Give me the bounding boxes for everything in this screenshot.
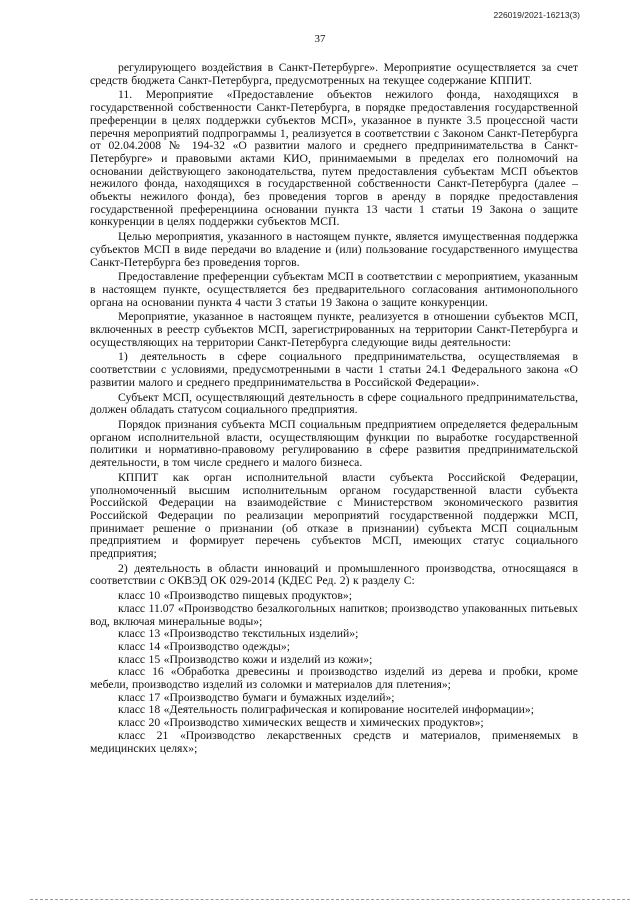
paragraph: Субъект МСП, осуществляющий деятельность в сфере социального предпринимательства, должен обладать статусом социального предприятия. [90, 390, 578, 417]
registration-stamp: 226019/2021-16213(3) [493, 10, 580, 20]
paragraph: Предоставление преференции субъектам МСП в соответствии с мероприятием, указанным в настоящем пункте, осуществляется без предварительного согласования антимонопольного органа на основании пункта 4 части 3 статьи 19 Закона о защите конкуренции. [90, 270, 578, 309]
paragraph: Порядок признания субъекта МСП социальным предприятием определяется федеральным органом исполнительной власти, осуществляющим функции по выработке государственной политики и нормативно-правовому регулированию в сфере развития предпринимательской деятельности, в том числе среднего и малого бизнеса. [90, 417, 578, 470]
scan-edge-divider [30, 899, 630, 900]
class-list-item: класс 11.07 «Производство безалкогольных напитков; производство упакованных питьевых вод, включая минеральные воды»; [90, 601, 578, 628]
paragraph: Целью мероприятия, указанного в настоящем пункте, является имущественная поддержка субъектов МСП в виде передачи во владение и (или) пользование государственного имущества Санкт-Петербурга без проведения торгов. [90, 230, 578, 269]
class-list-item: класс 21 «Производство лекарственных средств и материалов, применяемых в медицинских целях»; [90, 728, 578, 755]
class-list-item: класс 17 «Производство бумаги и бумажных изделий»; [118, 690, 395, 704]
class-list-item: класс 20 «Производство химических веществ и химических продуктов»; [118, 716, 484, 730]
paragraph: 2) деятельность в области инноваций и промышленного производства, относящаяся в соответствии с ОКВЭД ОК 029-2014 (КДЕС Ред. 2) к разделу С: [90, 561, 578, 588]
paragraph: КППИТ как орган исполнительной власти субъекта Российской Федерации, уполномоченный высшим исполнительным органом государственной власти субъекта Российской Федерации на взаимодействие с Министерством экономического развития Российской Федерации по реализации мероприятий государственной поддержки МСП, принимает решение о признании (об отказе в признании) субъекта МСП социальным предприятием и формирует перечень субъектов МСП, имеющих статус социального предприятия; [90, 470, 578, 561]
paragraph: регулирующего воздействия в Санкт-Петербурге». Мероприятие осуществляется за счет средств бюджета Санкт-Петербурга, предусмотренных на текущее содержание КППИТ. [90, 61, 578, 87]
class-list-item: класс 10 «Производство пищевых продуктов»; [118, 589, 352, 603]
class-list-item: класс 15 «Производство кожи и изделий из кожи»; [118, 652, 373, 666]
page-number: 37 [314, 33, 326, 45]
class-list-item: класс 18 «Деятельность полиграфическая и копирование носителей информации»; [118, 703, 534, 717]
class-list-item: класс 13 «Производство текстильных изделий»; [118, 627, 359, 641]
paragraph: 1) деятельность в сфере социального предпринимательства, осуществляемая в соответствии с условиями, предусмотренными в части 1 статьи 24.1 Федерального закона «О развитии малого и среднего предпринимательства в Российской Федерации». [90, 350, 578, 389]
paragraph: 11. Мероприятие «Предоставление объектов нежилого фонда, находящихся в государственной собственности Санкт-Петербурга, в порядке предоставления государственной преференции в целях поддержки субъектов МСП», указанное в пункте 3.5 процессной части перечня мероприятий подпрограммы 1, реализуется в соответствии с Законом Санкт-Петербурга от 02.04.2008 № 194-32 «О развитии малого и среднего предпринимательства в Санкт-Петербурге» и правовыми актами КИО, принимаемыми в пределах его полномочий на основании действующего законодательства, путем предоставления субъектам МСП объектов нежилого фонда, находящихся в государственной собственности Санкт-Петербурга (далее – объекты нежилого фонда), без проведения торгов в аренду в порядке предоставления государственной преференциина основании пункта 13 части 1 статьи 19 Закона о защите конкуренции в целях поддержки субъектов МСП. [90, 88, 578, 229]
class-list-item: класс 16 «Обработка древесины и производство изделий из дерева и пробки, кроме мебели, производство изделий из соломки и материалов для плетения»; [90, 665, 578, 692]
document-body [90, 62, 578, 755]
class-list-item: класс 14 «Производство одежды»; [118, 639, 290, 653]
paragraph: Мероприятие, указанное в настоящем пункте, реализуется в отношении субъектов МСП, включенных в реестр субъектов МСП, зарегистрированных на территории Санкт-Петербурга и осуществляющих на территории Санкт-Петербурга следующие виды деятельности: [90, 310, 578, 349]
